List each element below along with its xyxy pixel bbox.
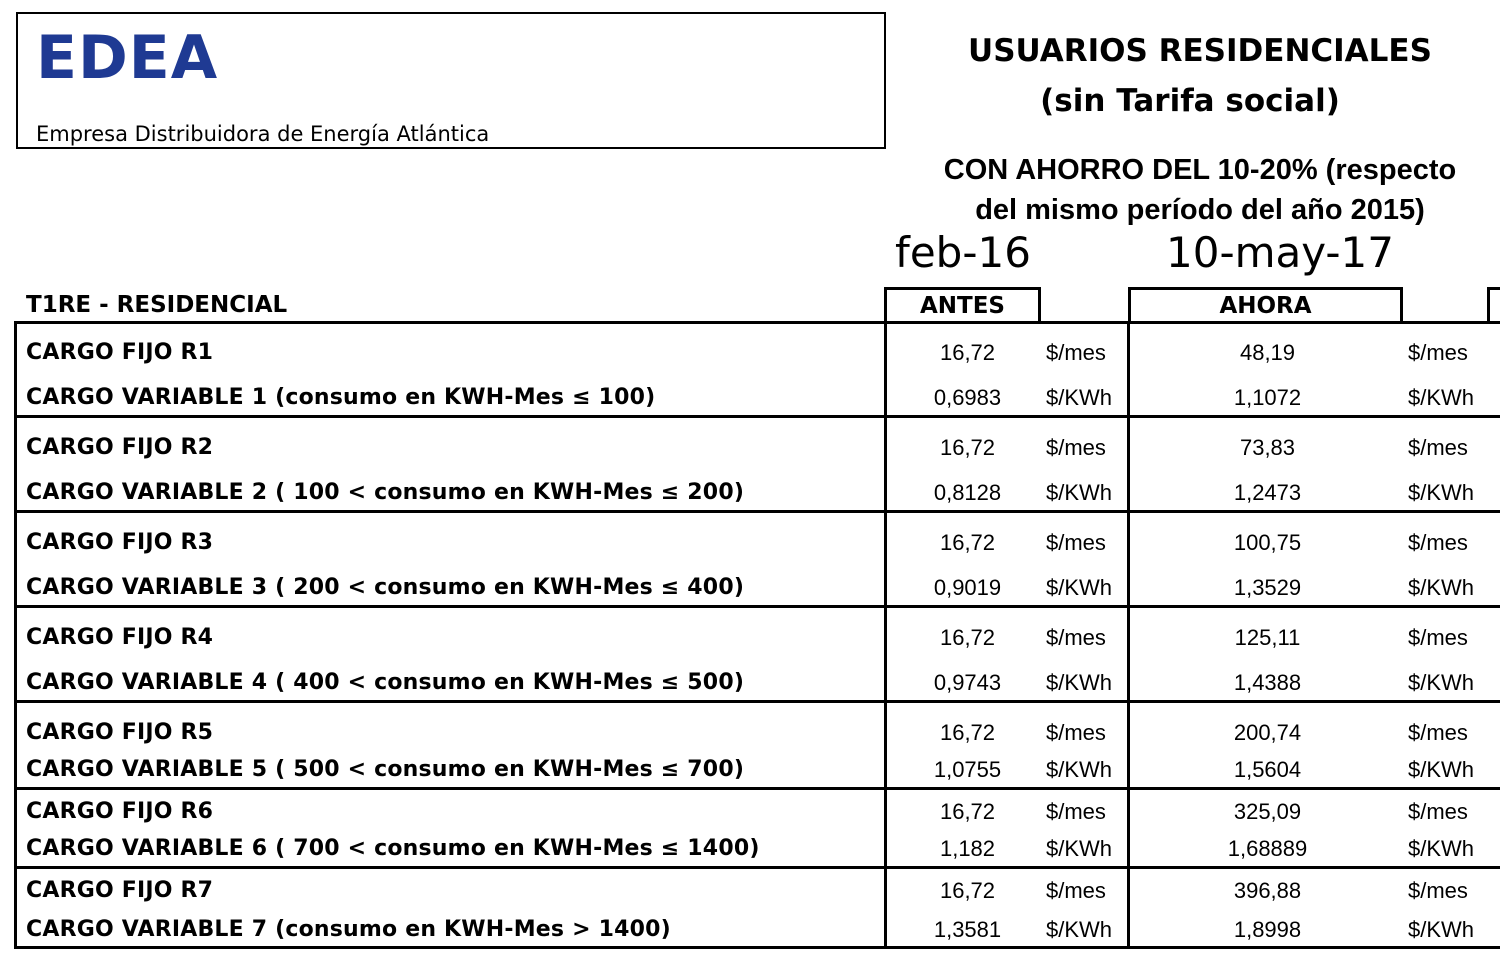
row-label: CARGO VARIABLE 3 ( 200 < consumo en KWH-Mes ≤ 400) (26, 575, 745, 600)
ahora-value: 125,11 (1234, 625, 1301, 650)
ahora-value: 1,5604 (1233, 757, 1302, 782)
row-label: CARGO VARIABLE 2 ( 100 < consumo en KWH-Mes ≤ 200) (26, 480, 745, 505)
antes-unit: $/KWh (1046, 480, 1113, 505)
antes-unit: $/mes (1046, 530, 1106, 555)
antes-value: 16,72 (939, 799, 996, 824)
ahora-value: 1,3529 (1233, 575, 1302, 600)
ahora-value: 73,83 (1239, 435, 1296, 460)
ahora-value: 325,09 (1233, 799, 1302, 824)
row-label: CARGO VARIABLE 4 ( 400 < consumo en KWH-Mes ≤ 500) (26, 670, 745, 695)
antes-value: 1,0755 (933, 757, 1002, 782)
row-label: CARGO FIJO R4 (26, 625, 214, 650)
antes-unit: $/KWh (1046, 670, 1113, 695)
antes-date: feb-16 (895, 228, 1031, 277)
antes-unit: $/mes (1046, 625, 1106, 650)
row-label: CARGO FIJO R1 (26, 340, 214, 365)
ahora-column-header: AHORA (1128, 287, 1403, 323)
company-logo: EDEA (36, 23, 219, 93)
antes-value: 16,72 (939, 625, 996, 650)
row-label: CARGO FIJO R6 (26, 799, 214, 824)
ahora-value: 1,68889 (1227, 836, 1308, 861)
ahora-unit: $/KWh (1408, 836, 1475, 861)
antes-unit: $/mes (1046, 720, 1106, 745)
row-label: CARGO FIJO R3 (26, 530, 214, 555)
antes-value: 1,182 (939, 836, 996, 861)
ahora-unit: $/mes (1408, 878, 1468, 903)
antes-unit: $/KWh (1046, 575, 1113, 600)
antes-unit: $/KWh (1046, 836, 1113, 861)
page-subtitle: (sin Tarifa social) (1040, 83, 1340, 119)
table-row (0, 480, 1500, 520)
ahora-unit: $/KWh (1408, 757, 1475, 782)
savings-note-line1: CON AHORRO DEL 10-20% (respecto (943, 154, 1457, 186)
antes-value: 16,72 (939, 435, 996, 460)
antes-unit: $/mes (1046, 878, 1106, 903)
table-row (0, 720, 1500, 760)
table-row (0, 670, 1500, 710)
row-label: CARGO FIJO R7 (26, 878, 214, 903)
ahora-unit: $/mes (1408, 530, 1468, 555)
company-name: Empresa Distribuidora de Energía Atlántica (36, 122, 490, 146)
antes-value: 1,3581 (933, 917, 1002, 942)
ahora-unit: $/KWh (1408, 385, 1475, 410)
ahora-unit: $/mes (1408, 340, 1468, 365)
antes-value: 16,72 (939, 340, 996, 365)
ahora-value: 100,75 (1233, 530, 1302, 555)
savings-note (900, 150, 1500, 230)
row-label: CARGO FIJO R5 (26, 720, 214, 745)
table-row (0, 435, 1500, 475)
ahora-value: 396,88 (1233, 878, 1302, 903)
savings-note-line2: del mismo período del año 2015) (975, 194, 1425, 226)
table-row (0, 625, 1500, 665)
table-row (0, 757, 1500, 797)
logo-box (16, 12, 886, 149)
antes-value: 0,9019 (933, 575, 1002, 600)
ahora-value: 48,19 (1239, 340, 1296, 365)
ahora-value: 1,2473 (1233, 480, 1302, 505)
antes-value: 0,6983 (933, 385, 1002, 410)
antes-value: 0,8128 (933, 480, 1002, 505)
ahora-value: 1,8998 (1233, 917, 1302, 942)
ahora-unit: $/KWh (1408, 575, 1475, 600)
table-row (0, 799, 1500, 839)
row-label: CARGO VARIABLE 1 (consumo en KWH-Mes ≤ 100) (26, 385, 656, 410)
section-title: T1RE - RESIDENCIAL (26, 292, 288, 318)
antes-value: 16,72 (939, 530, 996, 555)
row-label: CARGO VARIABLE 6 ( 700 < consumo en KWH-Mes ≤ 1400) (26, 836, 760, 861)
antes-unit: $/mes (1046, 435, 1106, 460)
antes-unit: $/mes (1046, 340, 1106, 365)
ahora-unit: $/mes (1408, 625, 1468, 650)
antes-unit: $/KWh (1046, 917, 1113, 942)
antes-unit: $/KWh (1046, 757, 1113, 782)
table-row (0, 575, 1500, 615)
extra-column-header (1487, 287, 1500, 323)
ahora-value: 1,1072 (1233, 385, 1302, 410)
ahora-unit: $/KWh (1408, 670, 1475, 695)
antes-value: 16,72 (939, 878, 996, 903)
ahora-unit: $/mes (1408, 435, 1468, 460)
table-row (0, 917, 1500, 957)
antes-unit: $/mes (1046, 799, 1106, 824)
row-label: CARGO VARIABLE 5 ( 500 < consumo en KWH-Mes ≤ 700) (26, 757, 745, 782)
antes-unit: $/KWh (1046, 385, 1113, 410)
table-row (0, 340, 1500, 380)
ahora-unit: $/KWh (1408, 917, 1475, 942)
table-row (0, 530, 1500, 570)
ahora-unit: $/mes (1408, 799, 1468, 824)
ahora-value: 1,4388 (1233, 670, 1302, 695)
table-row (0, 878, 1500, 918)
table-row (0, 836, 1500, 876)
row-label: CARGO VARIABLE 7 (consumo en KWH-Mes > 1400) (26, 917, 671, 942)
row-label: CARGO FIJO R2 (26, 435, 214, 460)
table-row (0, 385, 1500, 425)
page-title: USUARIOS RESIDENCIALES (968, 33, 1432, 69)
ahora-date: 10-may-17 (1166, 228, 1394, 277)
antes-value: 0,9743 (933, 670, 1002, 695)
antes-column-header: ANTES (884, 287, 1041, 323)
antes-value: 16,72 (939, 720, 996, 745)
ahora-value: 200,74 (1233, 720, 1302, 745)
ahora-unit: $/mes (1408, 720, 1468, 745)
ahora-unit: $/KWh (1408, 480, 1475, 505)
